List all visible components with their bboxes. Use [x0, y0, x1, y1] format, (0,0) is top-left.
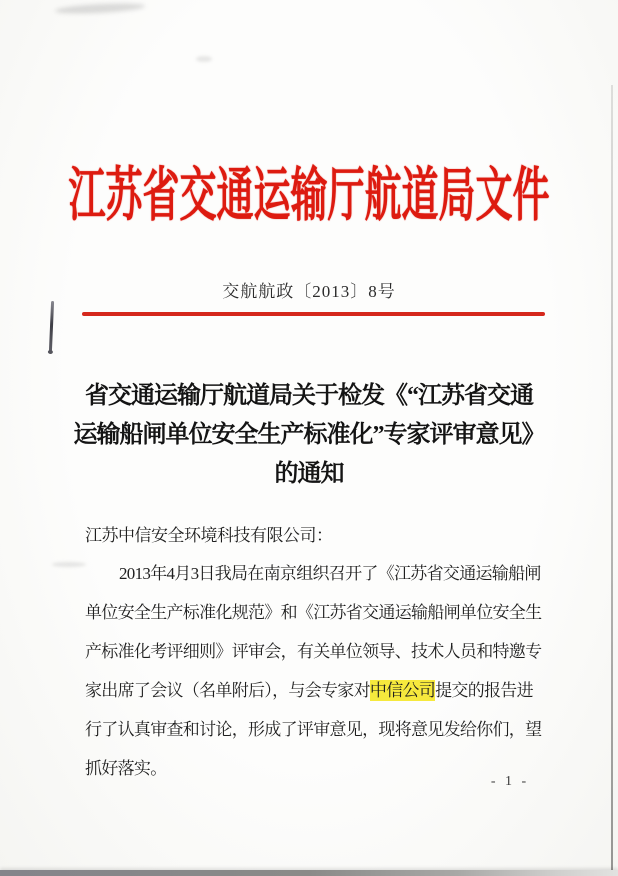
paragraph-line	[85, 554, 547, 593]
paragraph-text: 家出席了会议（名单附后），与会专家对	[85, 681, 370, 700]
highlighted-term: 中信公司	[369, 681, 436, 700]
paragraph-line	[85, 710, 547, 749]
paragraph-line	[85, 632, 547, 671]
recipient-salutation: 江苏中信安全环境科技有限公司：	[85, 526, 333, 545]
paragraph-line	[85, 593, 547, 632]
notice-title-line: 运输船闸单位安全生产标准化”专家评审意见》	[73, 422, 545, 448]
scan-smudge-artifact	[52, 562, 86, 567]
paragraph-text: 行了认真审查和讨论，形成了评审意见，现将意见发给你们，望	[85, 720, 542, 739]
notice-title-line: 的通知	[274, 461, 344, 487]
scan-smudge-artifact	[55, 2, 145, 16]
notice-title-line: 省交通运输厅航道局关于检发《“江苏省交通	[85, 383, 533, 409]
page-number: - 1 -	[490, 774, 530, 789]
paragraph-text: 产标准化考评细则》评审会，有关单位领导、技术人员和特邀专	[85, 642, 542, 661]
paragraph-line	[85, 671, 547, 710]
scan-page-edge-bottom	[0, 870, 618, 876]
notice-title	[0, 377, 618, 494]
body-paragraph	[85, 554, 547, 788]
paragraph-text: 单位安全生产标准化规范》和《江苏省交通运输船闸单位安全生	[85, 603, 542, 622]
pen-mark-artifact	[49, 301, 54, 352]
paragraph-text: 提交的报告进	[435, 681, 533, 700]
document-number: 交航航政〔2013〕8号	[222, 282, 396, 301]
scan-smudge-artifact	[196, 56, 212, 62]
red-divider-line	[82, 312, 545, 316]
paragraph-text: 2013年4月3日我局在南京组织召开了《江苏省交通运输船闸	[119, 564, 541, 583]
paragraph-text: 抓好落实。	[85, 759, 167, 778]
letterhead-title: 江苏省交通运输厅航道局文件	[68, 164, 550, 230]
